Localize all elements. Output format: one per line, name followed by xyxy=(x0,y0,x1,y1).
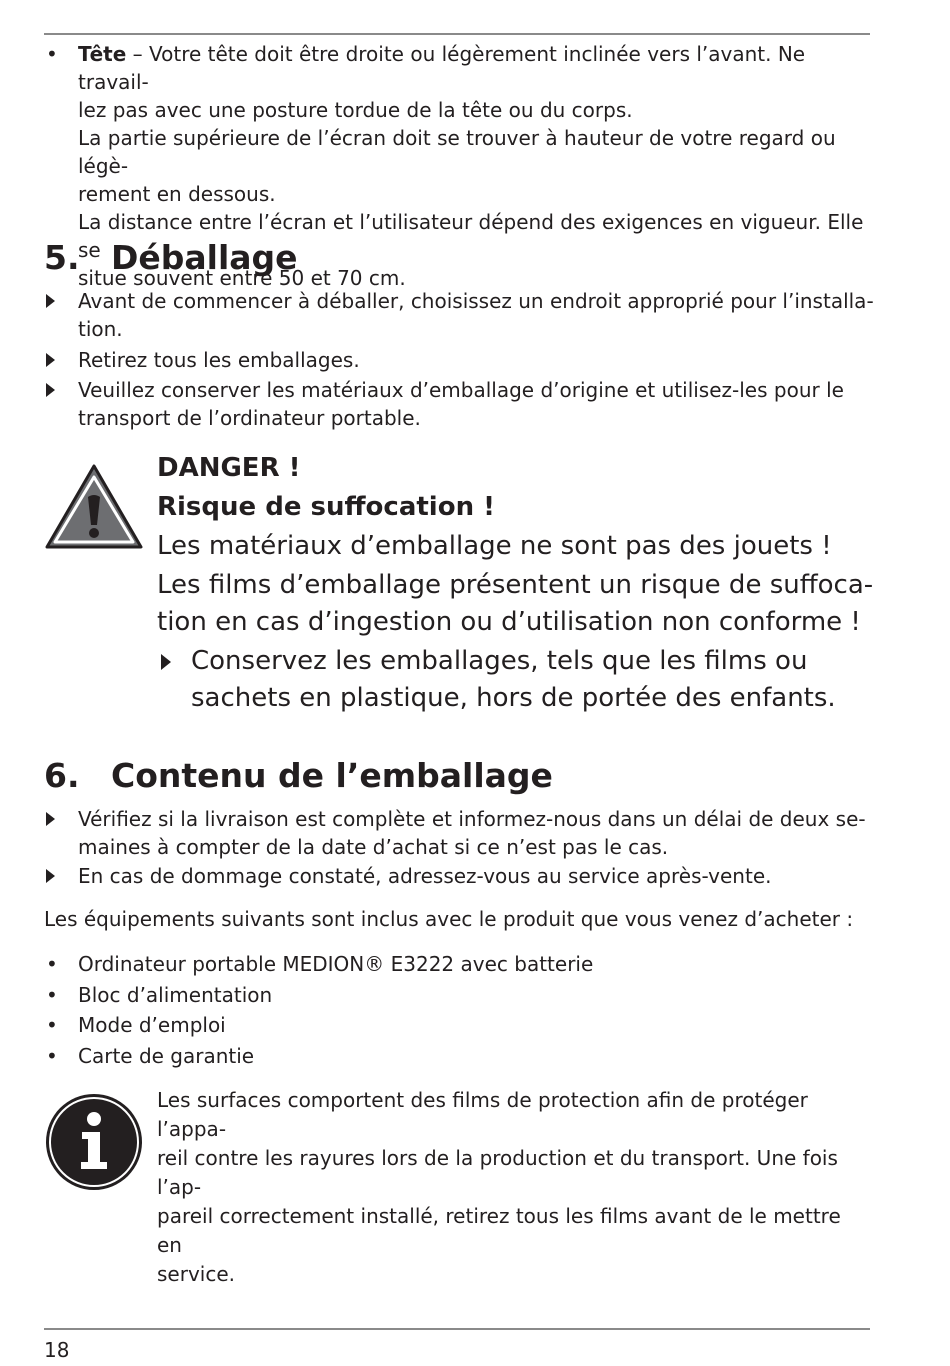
danger-bullet-item: Conservez les emballages, tels que les films ou sachets en plastique, hors de portée des enfants. xyxy=(157,643,877,717)
list-item: • Ordinateur portable MEDION® E3222 avec batterie xyxy=(46,952,594,976)
section-number: 6. xyxy=(44,756,80,795)
list-item: Veuillez conserver les matériaux d’emballage d’origine et utilisez-les pour le transport de l’ordinateur portable. xyxy=(44,376,874,432)
triangle-bullet-icon xyxy=(161,654,171,670)
bullet-dot: • xyxy=(46,983,58,1007)
section-title: Contenu de l’emballage xyxy=(111,756,553,795)
list-item: En cas de dommage constaté, adressez-vous au service après-vente. xyxy=(44,862,874,890)
triangle-bullet-icon xyxy=(44,862,74,890)
bullet-term: Tête xyxy=(78,42,127,66)
warning-triangle-icon xyxy=(44,463,144,551)
bullet-dot: • xyxy=(46,42,58,66)
list-item: • Carte de garantie xyxy=(46,1044,255,1068)
info-note-text: Les surfaces comportent des films de protection afin de protéger l’appa- reil contre les rayures lors de la production et du transport. Une fois l’ap- pareil correctement installé, retirez tous les films avant de le mettre en service. xyxy=(157,1088,841,1286)
danger-subtitle: Risque de suffocation ! xyxy=(157,492,495,522)
list-item: Avant de commencer à déballer, choisissez un endroit approprié pour l’installa- tion. xyxy=(44,287,874,343)
triangle-bullet-icon xyxy=(44,346,74,374)
list-item: • Bloc d’alimentation xyxy=(46,983,273,1007)
danger-text: Les matériaux d’emballage ne sont pas des jouets ! xyxy=(157,531,832,561)
page-number: 18 xyxy=(44,1338,70,1362)
top-rule xyxy=(44,33,870,35)
contents-intro: Les équipements suivants sont inclus avec le produit que vous venez d’acheter : xyxy=(44,907,854,931)
bullet-line: La partie supérieure de l’écran doit se trouver à hauteur de votre regard ou légè- xyxy=(78,126,836,178)
triangle-bullet-icon xyxy=(44,287,74,315)
section-number: 5. xyxy=(44,238,80,277)
bottom-rule xyxy=(44,1328,870,1330)
triangle-bullet-icon xyxy=(44,805,74,833)
bullet-dot: • xyxy=(46,1013,58,1037)
bullet-line: lez pas avec une posture tordue de la tête ou du corps. xyxy=(78,98,633,122)
bullet-line: situe souvent entre 50 et 70 cm. xyxy=(78,266,406,290)
bullet-line: La distance entre l’écran et l’utilisateur dépend des exigences en vigueur. Elle se xyxy=(78,210,864,262)
list-item: Retirez tous les emballages. xyxy=(44,346,874,374)
bullet-line: rement en dessous. xyxy=(78,182,276,206)
bullet-line: Tête – Votre tête doit être droite ou légèrement inclinée vers l’avant. Ne travail- xyxy=(78,42,806,94)
info-icon xyxy=(44,1092,144,1192)
triangle-bullet-icon xyxy=(44,376,74,404)
bullet-dot: • xyxy=(46,952,58,976)
section-heading-6 xyxy=(44,756,553,796)
danger-text: Les films d’emballage présentent un risque de suffoca- xyxy=(157,570,874,600)
danger-text: tion en cas d’ingestion ou d’utilisation non conforme ! xyxy=(157,607,861,637)
bullet-dot: • xyxy=(46,1044,58,1068)
list-item: Vérifiez si la livraison est complète et informez-nous dans un délai de deux se- maines à compter de la date d’achat si ce n’est pas le cas. xyxy=(44,805,874,861)
list-item: • Mode d’emploi xyxy=(46,1013,226,1037)
danger-title: DANGER ! xyxy=(157,453,301,483)
section-heading-5 xyxy=(44,238,298,278)
section-title: Déballage xyxy=(111,238,298,277)
